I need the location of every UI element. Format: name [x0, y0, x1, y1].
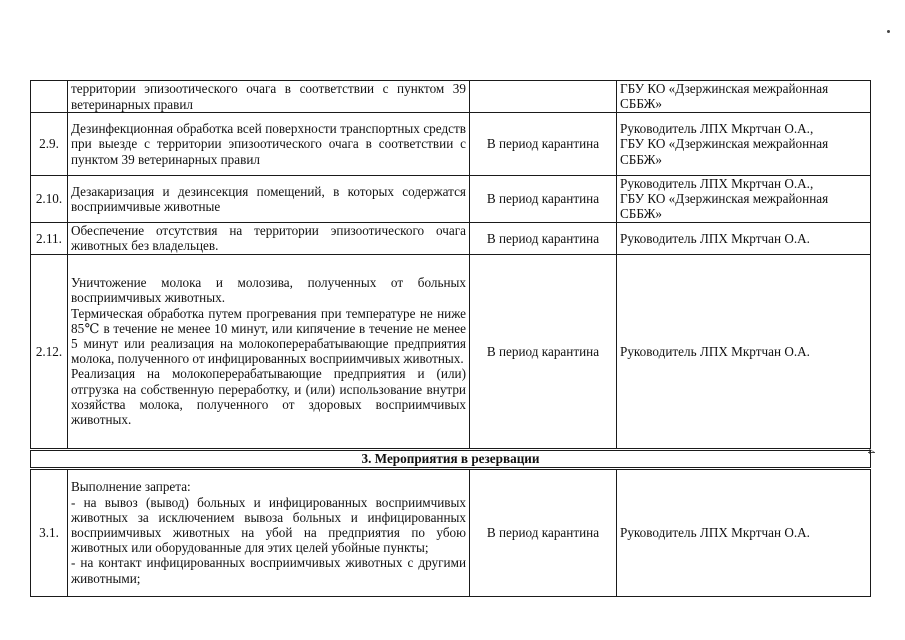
responsible-text: Руководитель ЛПХ Мкртчан О.А.	[620, 343, 810, 359]
period-cell	[470, 81, 617, 113]
responsible-text: Руководитель ЛПХ Мкртчан О.А.,	[620, 121, 814, 137]
action-text: Термическая обработка путем прогревания при температуре не ниже 85℃ в течение не менее 10 минут, или кипячение в течение не менее 5 минут или реализация на молокоперерабатывающие предприятия молока, полученного от инфицированных восприимчивых животных.	[71, 305, 466, 367]
row-number: 3.1.	[31, 468, 68, 596]
action-cell	[68, 176, 470, 223]
responsible-text: ГБУ КО «Дзержинская межрайонная СББЖ»	[620, 191, 829, 222]
period-cell: В период карантина	[470, 254, 617, 449]
table-row	[31, 254, 871, 449]
responsible-text: Руководитель ЛПХ Мкртчан О.А.	[620, 230, 810, 246]
responsible-cell	[617, 222, 871, 254]
page-number-margin: 4	[865, 449, 876, 454]
responsible-text: ГБУ КО «Дзержинская межрайонная СББЖ»	[620, 81, 829, 112]
period-cell: В период карантина	[470, 222, 617, 254]
responsible-cell	[617, 113, 871, 176]
table-row	[31, 468, 871, 596]
responsible-cell	[617, 468, 871, 596]
period-cell: В период карантина	[470, 176, 617, 223]
row-number: 2.11.	[31, 222, 68, 254]
action-text: Обеспечение отсутствия на территории эпизоотического очага животных без владельцев.	[71, 222, 466, 254]
action-cell	[68, 113, 470, 176]
action-cell	[68, 222, 470, 254]
responsible-text: ГБУ КО «Дзержинская межрайонная СББЖ»	[620, 136, 829, 167]
action-text: - на вывоз (вывод) больных и инфицированных восприимчивых животных за исключением вывоза больных и инфицированных восприимчивых животных на убой на предприятия по убою животных или оборудованные для этих целей убойные пункты;	[71, 494, 466, 556]
table-row	[31, 176, 871, 223]
table-body	[31, 81, 871, 597]
action-text: Выполнение запрета:	[71, 479, 191, 495]
action-text: Дезакаризация и дезинсекция помещений, в которых содержатся восприимчивые животные	[71, 183, 466, 214]
responsible-text: Руководитель ЛПХ Мкртчан О.А.	[620, 525, 810, 540]
responsible-cell	[617, 81, 871, 113]
scan-dot	[887, 30, 890, 33]
row-number	[31, 81, 68, 113]
section-title: 3. Мероприятия в резервации	[31, 449, 871, 468]
action-cell	[68, 468, 470, 596]
table-row	[31, 222, 871, 254]
table-row	[31, 81, 871, 113]
action-text: Уничтожение молока и молозива, полученных от больных восприимчивых животных.	[71, 275, 466, 306]
responsible-cell	[617, 254, 871, 449]
responsible-text: Руководитель ЛПХ Мкртчан О.А.,	[620, 176, 814, 191]
action-text: Реализация на молокоперерабатывающие предприятия и (или) отгрузка на собственную переработку, и (или) использование внутри хозяйства молока, полученного от здоровых восприимчивых животных.	[71, 366, 466, 427]
action-cell	[68, 81, 470, 113]
responsible-cell	[617, 176, 871, 223]
action-cell	[68, 254, 470, 449]
row-number: 2.12.	[31, 254, 68, 449]
row-number: 2.9.	[31, 113, 68, 176]
row-number: 2.10.	[31, 176, 68, 223]
period-cell: В период карантина	[470, 468, 617, 596]
table-row	[31, 113, 871, 176]
period-cell: В период карантина	[470, 113, 617, 176]
action-text: Дезинфекционная обработка всей поверхности транспортных средств при выезде с территории эпизоотического очага в соответствии с пунктом 39 ветеринарных правил	[71, 121, 466, 167]
action-text: территории эпизоотического очага в соответствии с пунктом 39 ветеринарных правил	[71, 81, 466, 112]
section-heading-row	[31, 449, 871, 468]
action-text: - на контакт инфицированных восприимчивых животных с другими животными;	[71, 555, 466, 586]
measures-table	[30, 80, 871, 597]
